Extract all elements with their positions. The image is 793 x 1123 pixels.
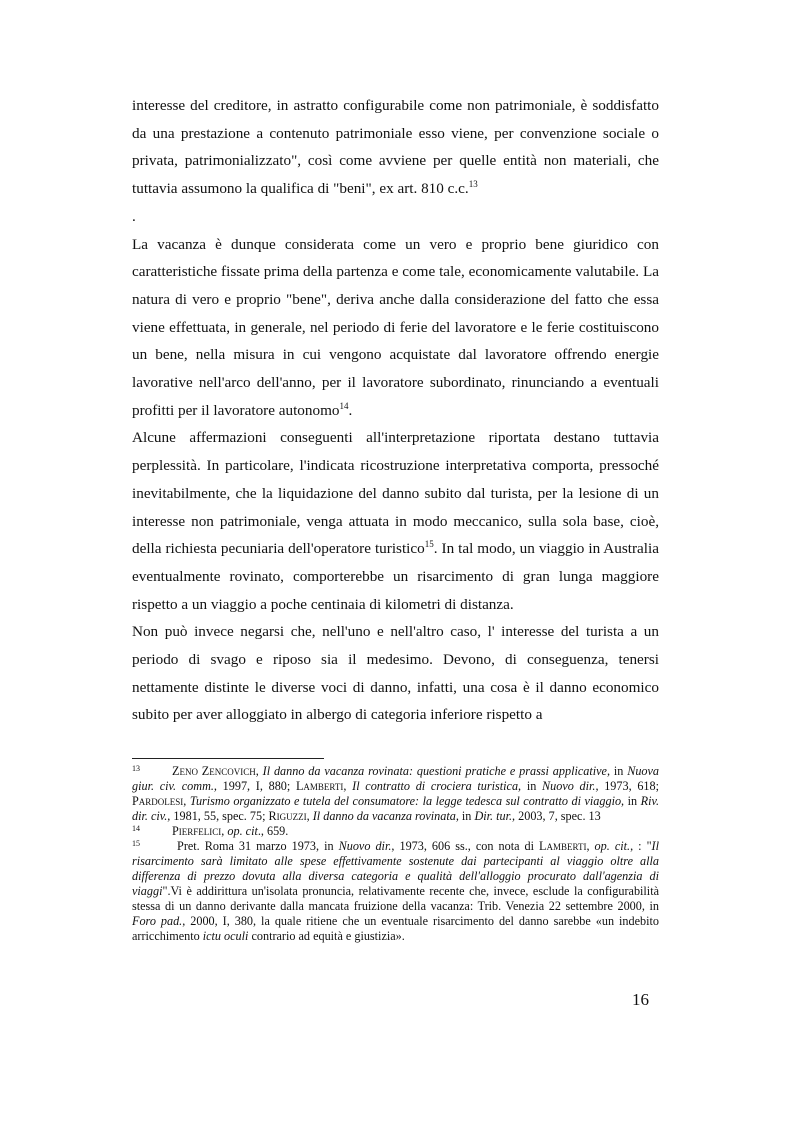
footnote-13-text: 1997, I, 880;	[216, 779, 296, 793]
footnote-13-journal: Nuovo dir.,	[542, 779, 599, 793]
footnote-15-text: , : "	[630, 839, 652, 853]
footnote-13-author-4: Riguzzi	[268, 809, 307, 823]
footnote-13-author-2: Lamberti	[295, 779, 344, 793]
footnote-13-text: 1973, 618;	[598, 779, 659, 793]
footnote-14-author: Pierfelici	[172, 824, 222, 838]
paragraph-1-text: interesse del creditore, in astratto configurabile come non patrimoniale, è soddisfatto da una prestazione a contenuto patrimoniale esso viene, per convenzione sociale o privata, patrimonializzato", così come avviene per quelle entità non materiali, che tuttavia assumono la qualifica di "beni", ex art. 810 c.c.	[132, 97, 659, 198]
footnote-13-text: ,	[183, 794, 190, 808]
footnote-15-text: Pret. Roma 31 marzo 1973, in	[172, 839, 339, 853]
footnote-15-journal: Foro pad.	[132, 914, 183, 928]
footnote-13-text: in	[624, 794, 641, 808]
footnote-15-journal: Nuovo dir.	[338, 839, 392, 853]
footnote-13-title: Il danno da vacanza rovinata: questioni pratiche e prassi applicative,	[262, 764, 610, 778]
paragraph-4-text: Non può invece negarsi che, nell'uno e nell'altro caso, l' interesse del turista a un periodo di svago e riposo sia il medesimo. Devono, di conseguenza, tenersi nettamente distinte le diverse voci di danno, infatti, una cosa è il danno economico subito per aver alloggiato in albergo di categoria inferiore rispetto a	[132, 623, 659, 724]
footnote-13-text: 1981, 55, spec. 75;	[170, 809, 269, 823]
footnote-13-author-3: Pardolesi	[132, 794, 184, 808]
footnote-14-text: ., 659.	[257, 824, 289, 838]
footnote-15-latin-phrase: ictu oculi	[202, 929, 249, 943]
footnote-15-text: , 1973, 606 ss., con nota di	[391, 839, 540, 853]
footnote-13-text: ,	[306, 809, 313, 823]
footnote-14-opcit: op. cit	[227, 824, 258, 838]
paragraph-1	[132, 92, 659, 203]
footnote-14-text: ,	[221, 824, 228, 838]
footnote-15-text: contrario ad equità e giustizia».	[248, 929, 405, 943]
footnote-13-journal: Nuova giur. civ. comm.,	[132, 764, 660, 793]
paragraph-2-end: .	[348, 401, 353, 419]
footnote-13-journal: Dir. tur.,	[474, 809, 516, 823]
paragraph-4	[132, 618, 659, 729]
footnote-ref-14[interactable]: 14	[339, 400, 349, 411]
footnote-13: 13 Zeno Zencovich, Il danno da vacanza rovinata: questioni pratiche e prassi applicative, in Nuova giur. civ. comm., 1997, I, 880; Lamberti, Il contratto di crociera turistica, in Nuovo dir., 1973, 618; Pardolesi, Turismo organizzato e tutela del consumatore: la legge tedesca sul contratto di viaggio, in Riv. dir. civ., 1981, 55, spec. 75; Riguzzi, Il danno da vacanza rovinata, in Dir. tur., 2003, 7, spec. 13	[132, 764, 660, 823]
footnote-15-quote: Il risarcimento sarà limitato alle spese effettivamente sostenute dai partecipanti al viaggio oltre alla differenza di prezzo dovuta alla diversa categoria e qualità dell'alloggio procurato dall'agenzia di viaggi	[132, 839, 659, 898]
paragraph-3-text-b: . In tal modo, un viaggio in Australia eventualmente rovinato, comporterebbe un risarcimento di gran lunga maggiore rispetto a un viaggio a poche centinaia di kilometri di distanza.	[132, 540, 659, 613]
paragraph-1-trailing-dot: .	[132, 207, 136, 225]
footnote-13-text: ,	[255, 764, 263, 778]
footnote-14: 14 Pierfelici, op. cit., 659.	[132, 824, 289, 838]
footnote-13-text: 2003, 7, spec. 13	[515, 809, 601, 823]
footnote-13-text: in	[458, 809, 475, 823]
footnote-15: 15 Pret. Roma 31 marzo 1973, in Nuovo dir., 1973, 606 ss., con nota di Lamberti, op. cit., : "Il risarcimento sarà limitato alle spese effettivamente sostenute dai partecipanti al viaggio oltre alla differenza di prezzo dovuta alla diversa categoria e qualità dell'alloggio procurato dall'agenzia di viaggi".Vi è addirittura un'isolata pronuncia, relativamente recente che, invece, esclude la configurabilità stessa di un danno derivante dalla mancata fruizione della vacanza: Trib. Venezia 22 settembre 2000, in Foro pad., 2000, I, 380, la quale ritiene che un eventuale risarcimento del danno sarebbe «un indebito arricchimento ictu oculi contrario ad equità e giustizia».	[132, 839, 659, 943]
footnote-13-author-1: Zeno Zencovich	[172, 764, 256, 778]
footnote-13-title: Il contratto di crociera turistica,	[352, 779, 522, 793]
footnote-15-opcit: op. cit.	[594, 839, 631, 853]
footnote-15-text: ,	[586, 839, 595, 853]
footnote-13-text: in	[521, 779, 542, 793]
paragraph-3	[132, 424, 659, 618]
footnote-13-title: Il danno da vacanza rovinata,	[312, 809, 459, 823]
paragraph-3-text-a: Alcune affermazioni conseguenti all'interpretazione riportata destano tuttavia perplessità. In particolare, l'indicata ricostruzione interpretativa comporta, pressoché inevitabilmente, che la liquidazione del danno subito dal turista, per la lesione di un interesse non patrimoniale, venga attuata in modo meccanico, sulla sola base, cioè, della richiesta pecuniaria dell'operatore turistico	[132, 429, 659, 558]
footnote-15-author: Lamberti	[539, 839, 587, 853]
footnote-13-text: in	[610, 764, 628, 778]
footnote-15-text: ".Vi è addirittura un'isolata pronuncia, relativamente recente che, invece, esclude la configurabilità stessa di un danno derivante dalla mancata fruizione della vacanza: Trib. Venezia 22 settembre 2000, in	[132, 884, 659, 913]
footnote-ref-13[interactable]: 13	[468, 179, 478, 190]
footnote-separator	[132, 758, 324, 759]
footnote-13-journal: Riv. dir. civ.,	[132, 794, 660, 823]
footnote-15-text: , 2000, I, 380, la quale ritiene che un eventuale risarcimento del danno sarebbe «un indebito arricchimento	[132, 914, 659, 943]
paragraph-2-text: La vacanza è dunque considerata come un vero e proprio bene giuridico con caratteristiche fissate prima della partenza e come tale, economicamente valutabile. La natura di vero e proprio "bene", deriva anche dalla considerazione del fatto che essa viene effettuata, in generale, nel periodo di ferie del lavoratore e le ferie costituiscono un bene, nella misura in cui vengono acquistate dal lavoratore offrendo energie lavorative nell'arco dell'anno, per il lavoratore subordinato, rinunciando a eventuali profitti per il lavoratore autonomo	[132, 235, 659, 419]
footnotes	[132, 764, 659, 944]
footnote-ref-15[interactable]: 15	[424, 539, 434, 550]
paragraph-2	[132, 231, 659, 425]
footnote-13-title: Turismo organizzato e tutela del consumatore: la legge tedesca sul contratto di viaggio,	[189, 794, 625, 808]
main-text	[132, 92, 659, 729]
page-number: 16	[632, 990, 649, 1009]
footnote-13-text: ,	[343, 779, 353, 793]
